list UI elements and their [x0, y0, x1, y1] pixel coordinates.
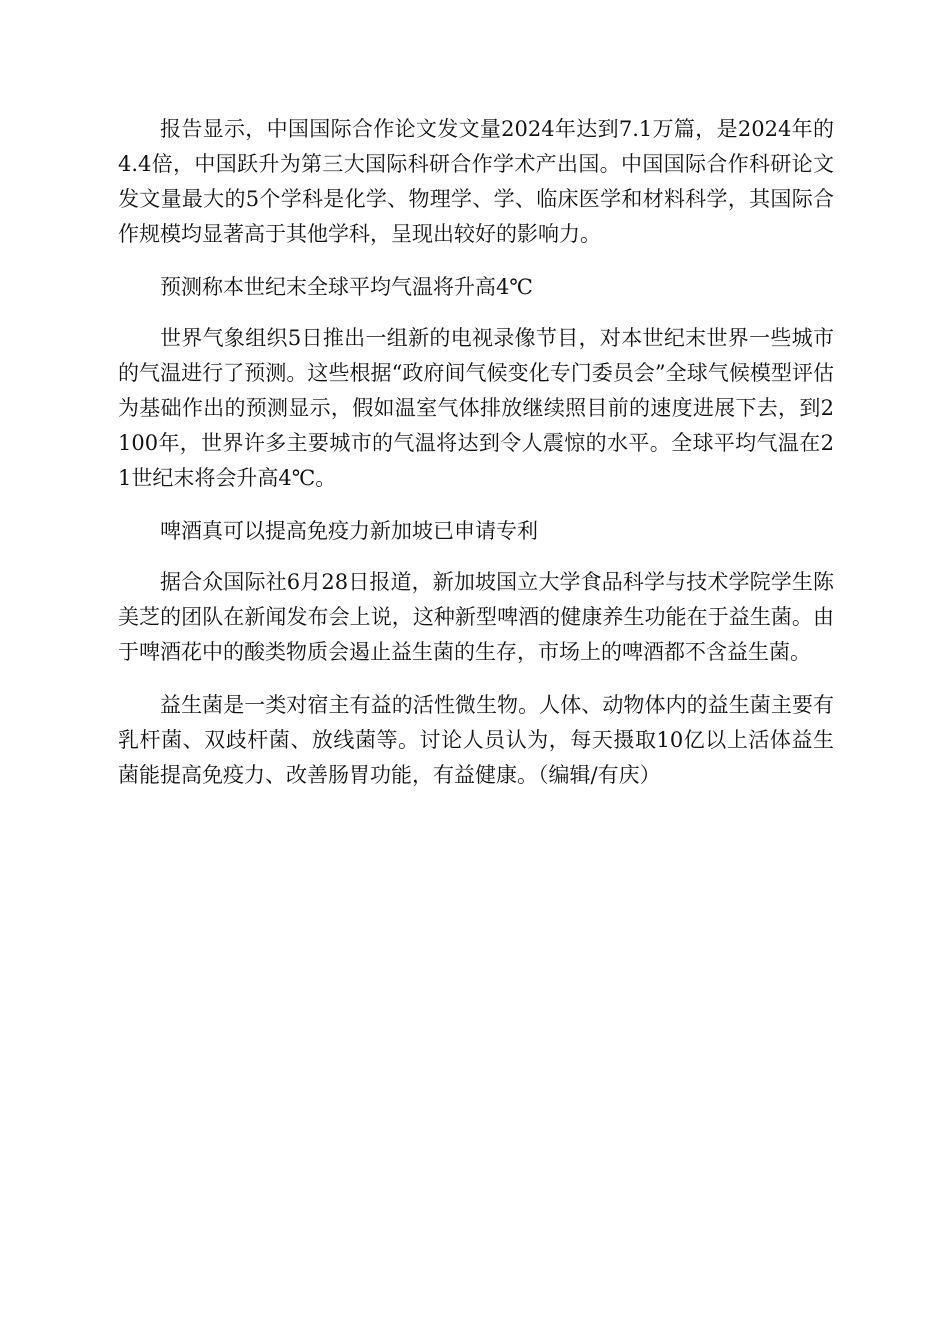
paragraph-probiotic-beer: 据合众国际社6月28日报道，新加坡国立大学食品科学与技术学院学生陈美芝的团队在新闻发布会上说，这种新型啤酒的健康养生功能在于益生菌。由于啤酒花中的酸类物质会遏止益生菌的生存，市场上的啤酒都不含益生菌。 — [118, 570, 834, 664]
headline-probiotic-beer: 啤酒真可以提高免疫力新加坡已申请专利 — [160, 519, 538, 543]
paragraph-temperature-forecast: 世界气象组织5日推出一组新的电视录像节目，对本世纪末世界一些城市的气温进行了预测。这些根据“政府间气候变化专门委员会”全球气候模型评估为基础作出的预测显示，假如温室气体排放继续照目前的速度进展下去，到2100年，世界许多主要城市的气温将达到令人震惊的水平。全球平均气温在21世纪末将会升高4℃。 — [118, 326, 834, 490]
paragraph-cooperation-report: 报告显示，中国国际合作论文发文量2024年达到7.1万篇，是2024年的4.4倍，中国跃升为第三大国际科研合作学术产出国。中国国际合作科研论文发文量最大的5个学科是化学、物理学、学、临床医学和材料科学，其国际合作规模均显著高于其他学科，呈现出较好的影响力。 — [118, 117, 834, 246]
paragraph-probiotics-info: 益生菌是一类对宿主有益的活性微生物。人体、动物体内的益生菌主要有乳杆菌、双歧杆菌、放线菌等。讨论人员认为，每天摄取10亿以上活体益生菌能提高免疫力、改善肠胃功能，有益健康。（编辑/有庆） — [118, 693, 834, 787]
headline-temperature-forecast: 预测称本世纪末全球平均气温将升高4℃ — [160, 275, 533, 299]
document-body — [118, 112, 834, 811]
